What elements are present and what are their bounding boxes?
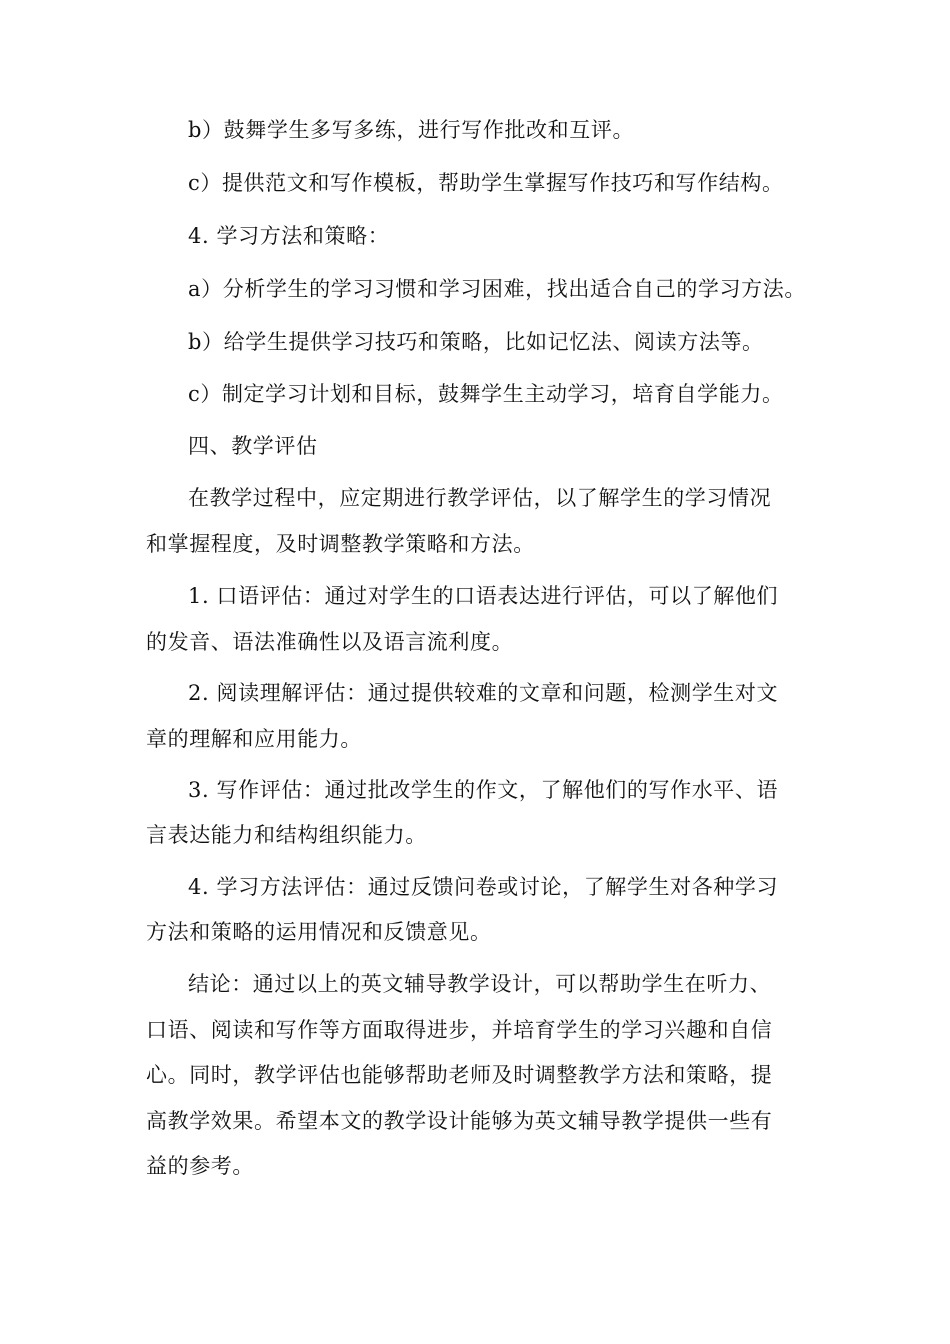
list-item-a-analyze-habits: a）分析学生的学习习惯和学习困难，找出适合自己的学习方法。 [188, 277, 806, 301]
paragraph-reading-evaluation-line-2: 章的理解和应用能力。 [146, 727, 362, 751]
list-item-b-learning-skills: b）给学生提供学习技巧和策略，比如记忆法、阅读方法等。 [188, 330, 764, 354]
paragraph-reading-evaluation-line-1: 2. 阅读理解评估：通过提供较难的文章和问题，检测学生对文 [188, 681, 779, 705]
section-heading-teaching-evaluation: 四、教学评估 [188, 434, 318, 458]
section-heading-learning-methods: 4. 学习方法和策略： [188, 224, 390, 248]
paragraph-method-evaluation-line-1: 4. 学习方法评估：通过反馈问卷或讨论，了解学生对各种学习 [188, 875, 779, 899]
paragraph-evaluation-intro-line-2: 和掌握程度，及时调整教学策略和方法。 [146, 532, 535, 556]
paragraph-evaluation-intro-line-1: 在教学过程中，应定期进行教学评估，以了解学生的学习情况 [188, 486, 772, 510]
paragraph-conclusion-line-4: 高教学效果。希望本文的教学设计能够为英文辅导教学提供一些有 [146, 1109, 773, 1133]
paragraph-oral-evaluation-line-1: 1. 口语评估：通过对学生的口语表达进行评估，可以了解他们 [188, 584, 779, 608]
paragraph-conclusion-line-1: 结论：通过以上的英文辅导教学设计，可以帮助学生在听力、 [188, 972, 772, 996]
list-item-b-writing-practice: b）鼓舞学生多写多练，进行写作批改和互评。 [188, 118, 635, 142]
list-item-c-study-plan: c）制定学习计划和目标，鼓舞学生主动学习，培育自学能力。 [188, 382, 784, 406]
paragraph-conclusion-line-2: 口语、阅读和写作等方面取得进步，并培育学生的学习兴趣和自信 [146, 1018, 773, 1042]
paragraph-writing-evaluation-line-2: 言表达能力和结构组织能力。 [146, 823, 427, 847]
paragraph-writing-evaluation-line-1: 3. 写作评估：通过批改学生的作文，了解他们的写作水平、语 [188, 778, 779, 802]
paragraph-oral-evaluation-line-2: 的发音、语法准确性以及语言流利度。 [146, 630, 514, 654]
paragraph-method-evaluation-line-2: 方法和策略的运用情况和反馈意见。 [146, 920, 492, 944]
list-item-c-model-essays: c）提供范文和写作模板，帮助学生掌握写作技巧和写作结构。 [188, 171, 784, 195]
paragraph-conclusion-line-5: 益的参考。 [146, 1154, 254, 1178]
paragraph-conclusion-line-3: 心。同时，教学评估也能够帮助老师及时调整教学方法和策略，提 [146, 1063, 773, 1087]
